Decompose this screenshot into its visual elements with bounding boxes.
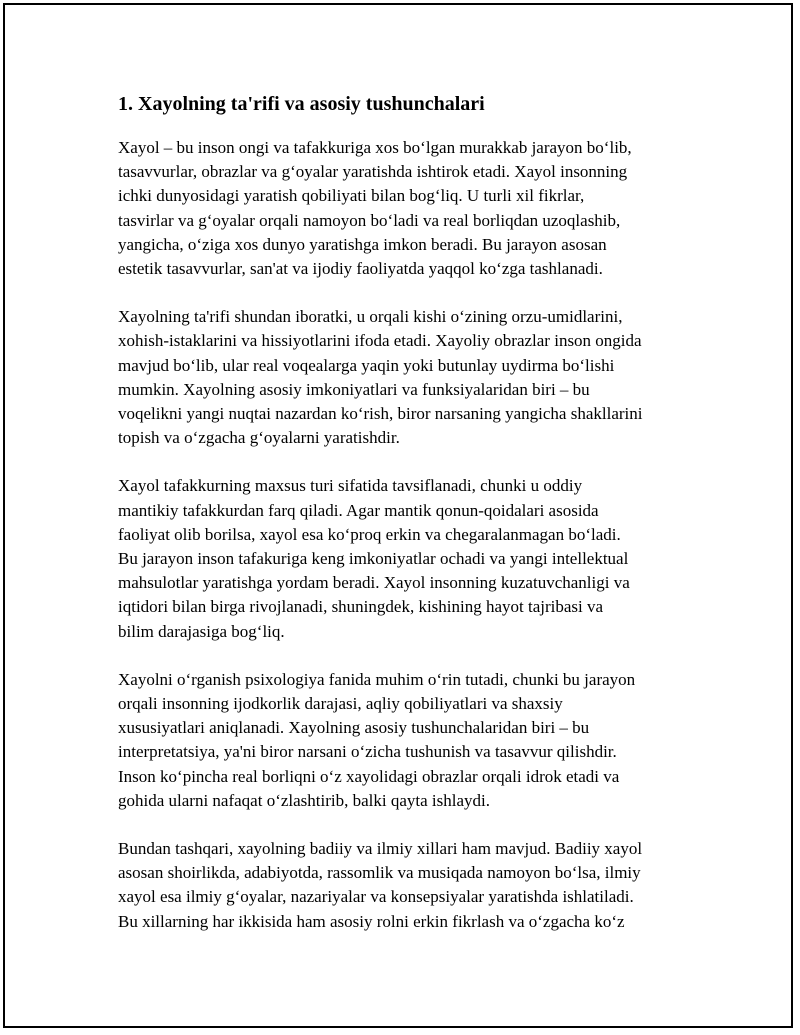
paragraph-3: Xayol tafakkurning maxsus turi sifatida tavsiflanadi, chunki u oddiy mantikiy tafakkurdan farq qiladi. Agar mantik qonun-qoidalari asosida faoliyat olib borilsa, xayol esa ko‘proq erkin va chegaralanmagan bo‘ladi. Bu jarayon inson tafakuriga keng imkoniyatlar ochadi va yangi intellektual mahsulotlar yaratishga yordam beradi. Xayol insonning kuzatuvchanligi va iqtidori bilan birga rivojlanadi, shuningdek, kishining hayot tajribasi va bilim darajasiga bog‘liq.: [118, 476, 630, 641]
paragraph-1: Xayol – bu inson ongi va tafakkuriga xos bo‘lgan murakkab jarayon bo‘lib, tasavvurlar, obrazlar va g‘oyalar yaratishda ishtirok etadi. Xayol insonning ichki dunyosidagi yaratish qobiliyati bilan bog‘liq. U turli xil fikrlar, tasvirlar va g‘oyalar orqali namoyon bo‘ladi va real borliqdan uzoqlashib, yangicha, o‘ziga xos dunyo yaratishga imkon beradi. Bu jarayon asosan estetik tasavvurlar, san'at va ijodiy faoliyatda yaqqol ko‘zga tashlanadi.: [118, 138, 632, 279]
paragraph-5: Bundan tashqari, xayolning badiiy va ilmiy xillari ham mavjud. Badiiy xayol asosan shoirlikda, adabiyotda, rassomlik va musiqada namoyon bo‘lsa, ilmiy xayol esa ilmiy g‘oyalar, nazariyalar va konsepsiyalar yaratishda ishlatiladi. Bu xillarning har ikkisida ham asosiy rolni erkin fikrlash va o‘zgacha ko‘z: [118, 839, 643, 931]
paragraph-4: Xayolni o‘rganish psixologiya fanida muhim o‘rin tutadi, chunki bu jarayon orqali insonning ijodkorlik darajasi, aqliy qobiliyatlari va shaxsiy xususiyatlari aniqlanadi. Xayolning asosiy tushunchalaridan biri – bu interpretatsiya, ya'ni biror narsani o‘zicha tushunish va tasavvur qilishdir. Inson ko‘pincha real borliqni o‘z xayolidagi obrazlar orqali idrok etadi va gohida ularni nafaqat o‘zlashtirib, balki qayta ishlaydi.: [118, 669, 636, 810]
document-body: [118, 91, 698, 958]
section-heading: 1. Xayolning ta'rifi va asosiy tushunchalari: [118, 93, 485, 115]
paragraph-2: Xayolning ta'rifi shundan iboratki, u orqali kishi o‘zining orzu-umidlarini, xohish-istaklarini va hissiyotlarini ifoda etadi. Xayoliy obrazlar inson ongida mavjud bo‘lib, ular real voqealarga yaqin yoki butunlay uydirma bo‘lishi mumkin. Xayolning asosiy imkoniyatlari va funksiyalaridan biri – bu voqelikni yangi nuqtai nazardan ko‘rish, biror narsaning yangicha shakllarini topish va o‘zgacha g‘oyalarni yaratishdir.: [118, 307, 643, 448]
